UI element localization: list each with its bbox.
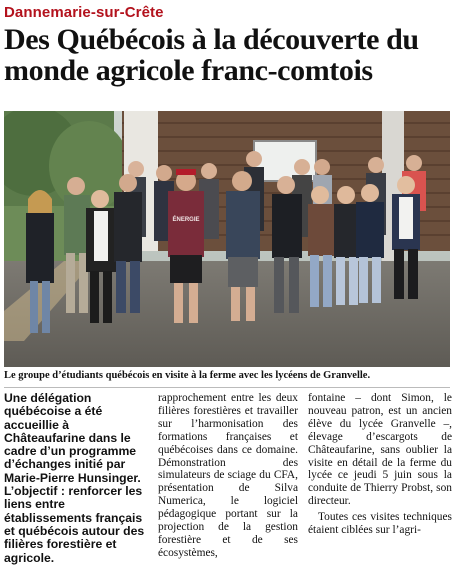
article-lead-column — [4, 392, 146, 565]
article-body-paragraph: fontaine – dont Simon, le nouveau patron, est un ancien élève du lycée Granvelle –, élevage d’escargots de Châteaufarine, sans oublier la visite en détail de la ferme du lycée ce jeudi 5 juin sous la conduite de Thierry Probst, son directeur. — [308, 392, 452, 508]
article-body-column-2 — [158, 392, 298, 560]
article-body-paragraph: rapprochement entre les deux filières forestières et travailler sur l’harmonisation des formations françaises et québécoises dans ce domaine. Démonstration des simulateurs de sciage du CFA, présentation de Silva Numerica, le logiciel pédagogique portant sur la projection de la gestion forestière et de ses écosystèmes, — [158, 392, 298, 559]
article-body-paragraph: Toutes ces visites techniques étaient ciblées sur l’agri- — [308, 511, 452, 537]
article-photo — [4, 111, 450, 367]
article-lead: Une délégation québécoise a été accueillie à Châteaufarine dans le cadre d’un programme d’échanges initié par Marie-Pierre Hunsinger. L’objectif : renforcer les liens entre établissements français et québécois autour des filières forestière et agricole. — [4, 391, 145, 565]
article-kicker: Dannemarie-sur-Crête — [4, 4, 164, 21]
article-headline: Des Québécois à la découverte du monde agricole franc-comtois — [4, 23, 419, 87]
shirt-print-text: ÉNERGIE — [172, 217, 200, 223]
group-photo-illustration — [4, 111, 450, 367]
photo-caption: Le groupe d’étudiants québécois en visite à la ferme avec les lycéens de Granvelle. — [4, 369, 450, 388]
article-body-column-3 — [308, 392, 452, 537]
